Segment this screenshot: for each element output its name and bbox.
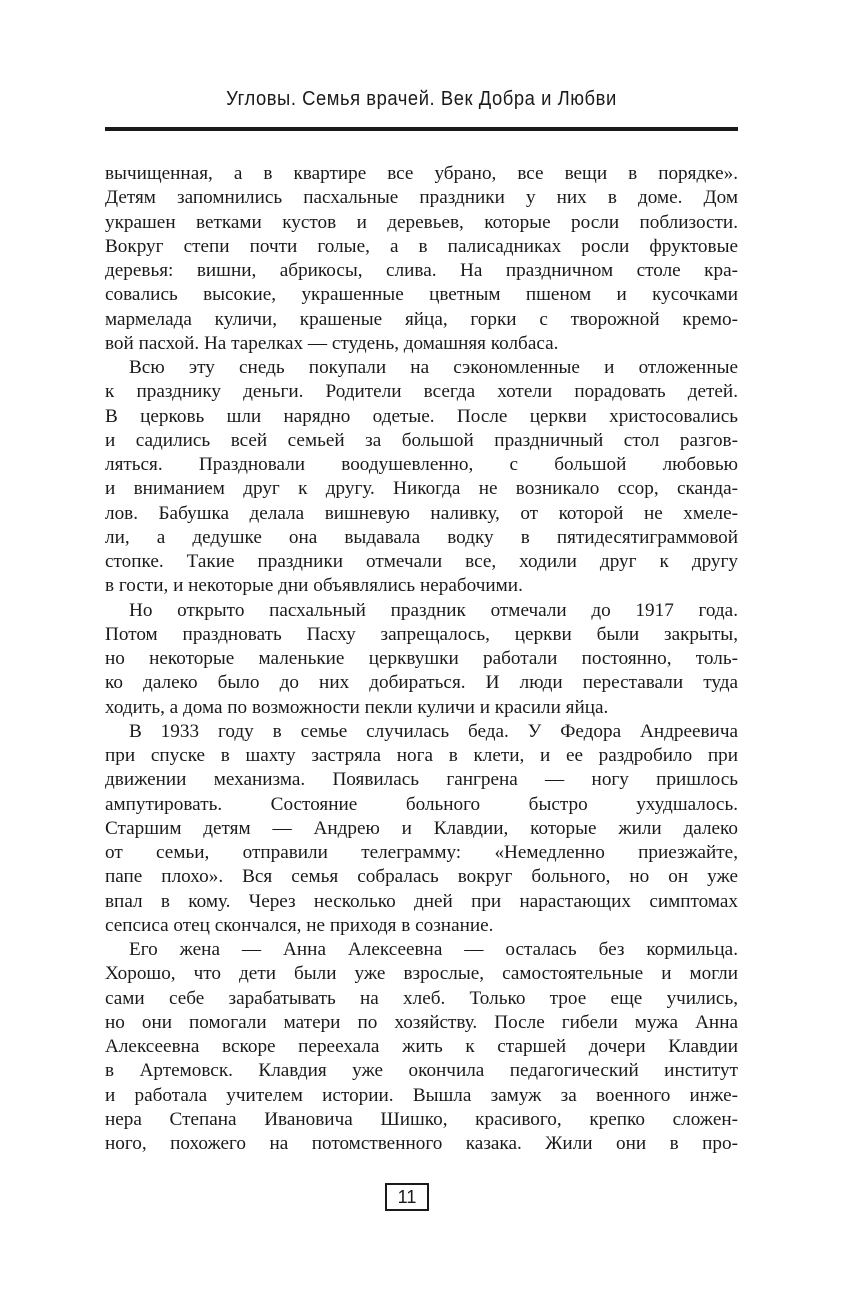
text-line: деревья: вишни, абрикосы, слива. На праздничном столе кра- [105, 260, 738, 281]
text-line: папе плохо». Вся семья собралась вокруг больного, но он уже [105, 866, 738, 888]
text-line: в Артемовск. Клавдия уже окончила педагогический институт [105, 1060, 738, 1082]
text-line: вычищенная, а в квартире все убрано, все вещи в порядке». [105, 163, 738, 184]
body-text [105, 162, 738, 1156]
text-line: Его жена — Анна Алексеевна — осталась без кормильца. [129, 939, 738, 960]
header-rule [105, 127, 738, 131]
text-line: но они помогали матери по хозяйству. После гибели мужа Анна [105, 1011, 738, 1033]
paragraph [105, 938, 738, 1156]
text-line: совались высокие, украшенные цветным пшеном и кусочками [105, 284, 738, 306]
text-line: Алексеевна вскоре переехала жить к старшей дочери Клавдии [105, 1036, 738, 1057]
text-line: сепсиса отец скончался, не приходя в сознание. [105, 914, 494, 936]
text-line: но некоторые маленькие церквушки работали постоянно, толь- [105, 648, 738, 669]
text-line: В 1933 году в семье случилась беда. У Федора Андреевича [129, 720, 738, 742]
text-line: Потом праздновать Пасху запрещалось, церкви были закрыты, [105, 623, 738, 645]
text-line: лов. Бабушка делала вишневую наливку, от которой не хмеле- [105, 502, 738, 524]
text-line: Детям запомнились пасхальные праздники у них в доме. Дом [105, 187, 738, 209]
text-line: впал в кому. Через несколько дней при нарастающих симптомах [105, 890, 738, 912]
text-line: Всю эту снедь покупали на сэкономленные и отложенные [129, 357, 738, 378]
text-line: ампутировать. Состояние больного быстро ухудшалось. [105, 793, 738, 815]
text-line: от семьи, отправили телеграмму: «Немедленно приезжайте, [105, 842, 738, 863]
text-line: ляться. Праздновали воодушевленно, с большой любовью [105, 454, 738, 475]
text-line: нера Степана Ивановича Шишко, красивого, крепко сложен- [105, 1108, 738, 1130]
text-line: Старшим детям — Андрею и Клавдии, которые жили далеко [105, 817, 738, 839]
text-line: Но открыто пасхальный праздник отмечали до 1917 года. [129, 599, 738, 621]
text-line: мармелада куличи, крашеные яйца, горки с творожной кремо- [105, 308, 738, 330]
text-line: Вокруг степи почти голые, а в палисадниках росли фруктовые [105, 235, 738, 257]
text-line: ли, а дедушке она выдавала водку в пятидесятиграммовой [105, 526, 738, 548]
text-line: и садились всей семьей за большой праздничный стол разгов- [105, 429, 738, 451]
text-line: движении механизма. Появилась гангрена — ногу пришлось [105, 769, 738, 791]
running-header: Угловы. Семья врачей. Век Добра и Любви [226, 88, 617, 110]
page-number: 11 [385, 1183, 429, 1211]
text-line: ходить, а дома по возможности пекли куличи и красили яйца. [105, 696, 609, 718]
text-line: вой пасхой. На тарелках — студень, домашняя колбаса. [105, 332, 559, 354]
text-line: при спуске в шахту застряла нога в клети, и ее раздробило при [105, 745, 738, 766]
text-line: В церковь шли нарядно одетые. После церкви христосовались [105, 405, 738, 427]
text-line: украшен ветками кустов и деревьев, которые росли поблизости. [105, 211, 738, 233]
text-line: к празднику деньги. Родители всегда хотели порадовать детей. [105, 381, 738, 403]
paragraph [105, 356, 738, 599]
paragraph [105, 162, 738, 356]
text-line: ко далеко было до них добираться. И люди переставали туда [105, 672, 738, 694]
text-line: в гости, и некоторые дни объявлялись нерабочими. [105, 575, 523, 597]
paragraph [105, 720, 738, 938]
text-line: сами себе зарабатывать на хлеб. Только трое еще учились, [105, 987, 738, 1009]
text-line: и вниманием друг к другу. Никогда не возникало ссор, сканда- [105, 478, 738, 500]
paragraph [105, 599, 738, 720]
text-line: ного, похожего на потомственного казака. Жили они в про- [105, 1133, 738, 1154]
text-line: и работала учителем истории. Вышла замуж за военного инже- [105, 1084, 738, 1106]
text-line: Хорошо, что дети были уже взрослые, самостоятельные и могли [105, 963, 738, 985]
text-line: стопке. Такие праздники отмечали все, ходили друг к другу [105, 551, 738, 572]
